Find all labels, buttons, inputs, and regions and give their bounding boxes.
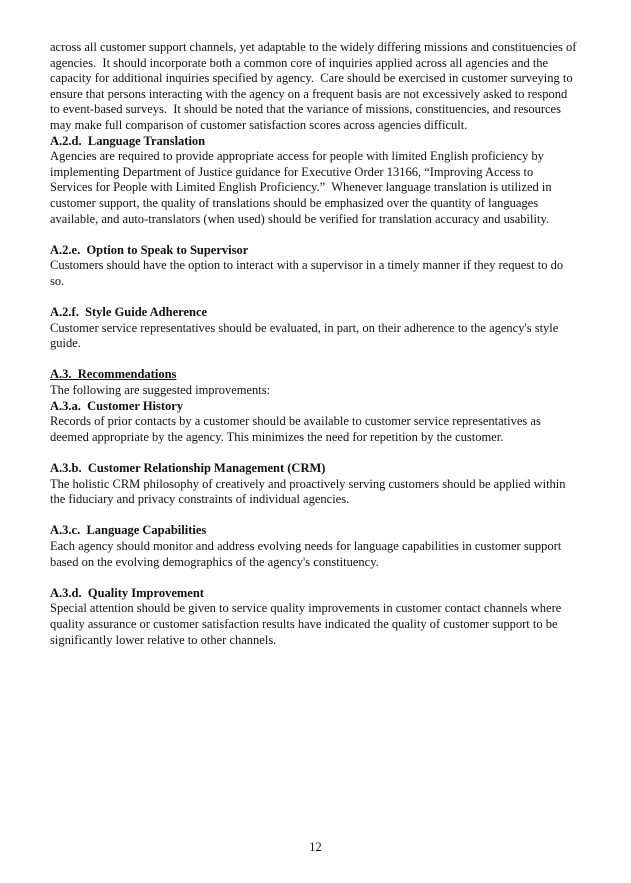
section-a2d-heading: A.2.d. Language Translation: [50, 133, 206, 148]
section-a2e: [50, 243, 577, 290]
section-a3a-heading: A.3.a. Customer History: [50, 398, 184, 413]
section-a3b-heading: A.3.b. Customer Relationship Management (CRM): [50, 461, 326, 476]
section-a3d-heading: A.3.d. Quality Improvement: [50, 585, 204, 600]
section-a3a: [50, 399, 577, 446]
section-a3b-body: The holistic CRM philosophy of creatively and proactively serving customers should be applied within the fiduciary and privacy constraints of individual agencies.: [50, 476, 569, 507]
section-a2e-heading: A.2.e. Option to Speak to Supervisor: [50, 242, 249, 257]
recommendations-leadin: The following are suggested improvements:: [50, 383, 271, 398]
section-a2f: [50, 305, 577, 352]
page-number: 12: [309, 840, 322, 854]
section-a2e-body: Customers should have the option to interact with a supervisor in a timely manner if they request to do so.: [50, 258, 567, 288]
section-a2f-body: Customer service representatives should be evaluated, in part, on their adherence to the agency's style guide.: [50, 320, 562, 351]
section-a3c-heading: A.3.c. Language Capabilities: [50, 523, 207, 538]
intro-paragraph: across all customer support channels, yet adaptable to the widely differing missions and constituencies of agencies. It should incorporate both a common core of inquiries applied across all agencies and the capacity for additional inquiries specified by agency. Care should be exercised in customer surveying to ensure that persons interacting with the agency on a frequent basis are not excessively asked to respond to event-based surveys. It should be noted that the variance of missions, constituencies, and resources may make full comparison of customer satisfaction scores across agencies difficult.: [50, 40, 580, 132]
section-a2d: [50, 134, 577, 228]
section-a2d-body: Agencies are required to provide appropriate access for people with limited English proficiency by implementing Department of Justice guidance for Executive Order 13166, “Improving Access to Services for People with Limited English Proficiency.” Whenever language translation is utilized in customer support, the quality of translations should be emphasized over the quantity of languages available, and auto-translators (when used) should be verified for translation accuracy and usability.: [50, 149, 555, 226]
section-a3c: [50, 523, 577, 570]
section-a3d: [50, 586, 577, 648]
section-a3a-body: Records of prior contacts by a customer should be available to customer service representatives as deemed appropriate by the agency. This minimizes the need for repetition by the customer.: [50, 414, 544, 444]
page-content: [50, 40, 580, 648]
section-a2f-heading: A.2.f. Style Guide Adherence: [50, 305, 208, 320]
section-a3c-body: Each agency should monitor and address evolving needs for language capabilities in customer support based on the evolving demographics of the agency's constituency.: [50, 539, 565, 569]
section-a3b: [50, 461, 577, 508]
section-a3d-body: Special attention should be given to service quality improvements in customer contact channels where quality assurance or customer satisfaction results have indicated the quality of customer support to be significantly lower relative to other channels.: [50, 601, 565, 647]
recommendations-heading: A.3. Recommendations: [50, 367, 177, 382]
